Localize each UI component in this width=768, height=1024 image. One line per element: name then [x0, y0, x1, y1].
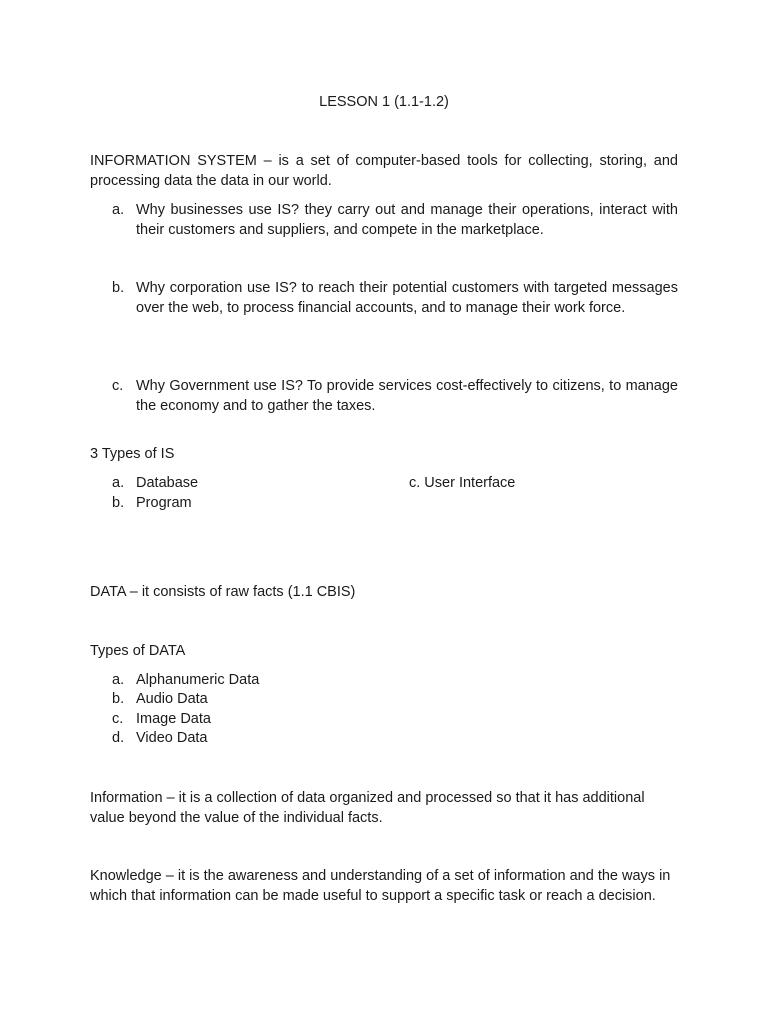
- types-of-data-heading: Types of DATA: [90, 643, 186, 659]
- data-definition: DATA – it consists of raw facts (1.1 CBIS): [90, 584, 356, 600]
- list-item-text: Database: [136, 475, 199, 491]
- list-marker: b.: [112, 280, 125, 296]
- list-item-text: Video Data: [136, 730, 208, 746]
- information-system-definition: INFORMATION SYSTEM – is a set of computer-based tools for collecting, storing, and processing data the data in our world.: [90, 153, 678, 189]
- list-marker: b.: [112, 691, 125, 707]
- knowledge-definition: Knowledge – it is the awareness and understanding of a set of information and the ways in which that information can be made useful to support a specific task or reach a decision.: [90, 868, 671, 904]
- list-marker: a.: [112, 672, 125, 688]
- list-marker: a.: [112, 202, 125, 218]
- list-marker: b.: [112, 495, 125, 511]
- list-item-text: Why businesses use IS? they carry out and manage their operations, interact with their customers and suppliers, and compete in the marketplace.: [136, 202, 678, 238]
- list-marker: c.: [112, 378, 124, 394]
- list-marker: c.: [112, 711, 124, 727]
- list-item-text: Alphanumeric Data: [136, 672, 260, 688]
- list-item-text: Image Data: [136, 711, 211, 727]
- list-marker: d.: [112, 730, 125, 746]
- list-item-user-interface: c. User Interface: [409, 475, 516, 491]
- list-item-text: Program: [136, 495, 192, 511]
- lesson-title: LESSON 1 (1.1-1.2): [319, 94, 449, 110]
- types-of-is-heading: 3 Types of IS: [90, 446, 175, 462]
- information-definition: Information – it is a collection of data organized and processed so that it has additional value beyond the value of the individual facts.: [90, 790, 645, 826]
- list-item-text: Why corporation use IS? to reach their potential customers with targeted messages over the web, to process financial accounts, and to manage their work force.: [136, 280, 678, 316]
- list-marker: a.: [112, 475, 125, 491]
- list-item-text: Why Government use IS? To provide services cost-effectively to citizens, to manage the economy and to gather the taxes.: [136, 378, 678, 414]
- list-item-text: Audio Data: [136, 691, 208, 707]
